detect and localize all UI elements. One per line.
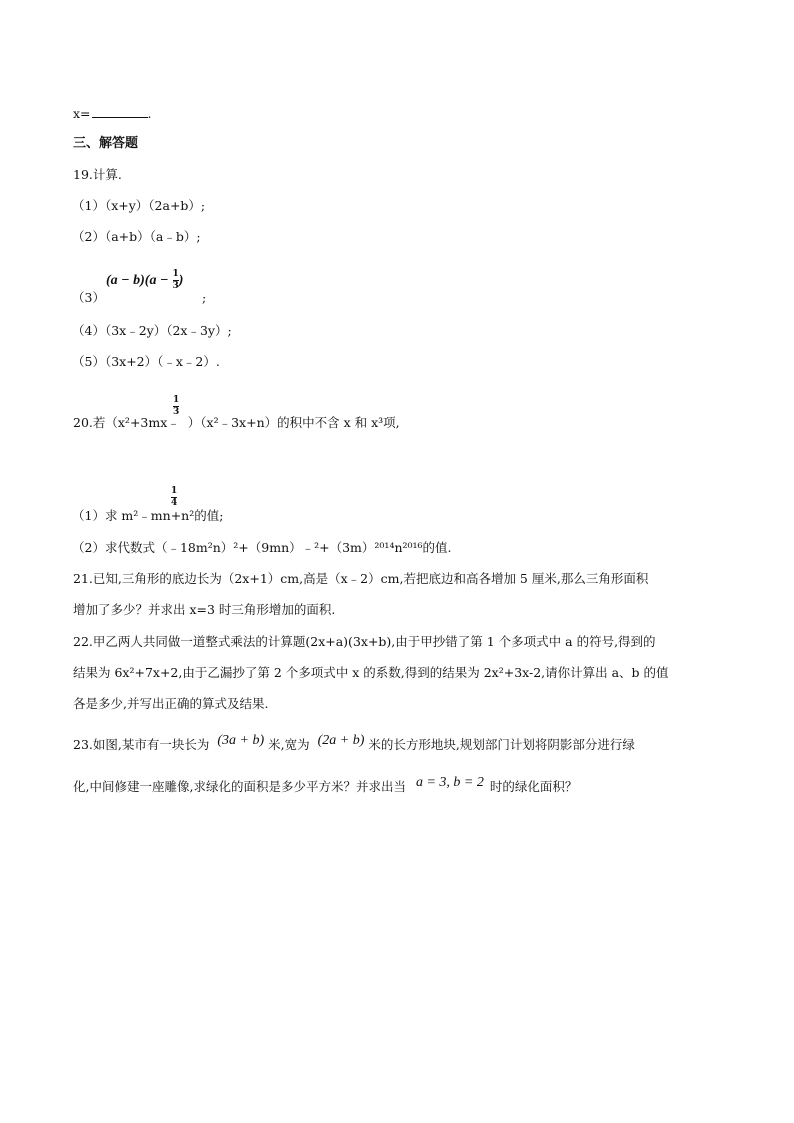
q19-part-3-label: （3） (72, 290, 105, 305)
q19-part-3-formula (106, 270, 183, 291)
q21-line-1: 21.已知,三角形的底边长为（2x+1）cm,高是（x﹣2）cm,若把底边和高各增加 5 厘米,那么三角形面积 (73, 571, 649, 586)
answer-blank (92, 105, 148, 118)
formula-close: ) (178, 273, 184, 288)
q22-line-2: 结果为 6x²+7x+2,由于乙漏抄了第 2 个多项式中 x 的系数,得到的结果为 2x²+3x-2,请你计算出 a、b 的值 (73, 665, 669, 680)
formula-text: (a − b)(a − (106, 273, 169, 288)
q20-stem-a: 20.若（x²+3mx﹣ (73, 415, 180, 430)
q20-part-1-a: （1）求 m²﹣mn+ (72, 508, 182, 523)
q19-part-1: （1）（x+y）（2a+b）; (72, 198, 206, 213)
q23-line-1-b: 米,宽为 (268, 737, 310, 752)
frac-denominator: 4 (171, 498, 178, 508)
q19-stem: 19.计算. (73, 167, 122, 182)
q20-part-1-b: n²的值; (181, 508, 224, 523)
q23-line-2-a: 化,中间修建一座雕像,求绿化的面积是多少平方米？并求出当 (73, 779, 406, 794)
q18-answer-line (73, 105, 152, 123)
frac-denominator: 3 (172, 281, 179, 291)
condition-expression: a = 3, b = 2 (415, 775, 484, 790)
q19-part-3-semicolon: ; (202, 290, 207, 305)
q18-suffix: . (147, 106, 152, 121)
q23-line-2-b: 时的绿化面积？ (489, 779, 578, 794)
q22-line-1: 22.甲乙两人共同做一道整式乘法的计算题(2x+a)(3x+b),由于甲抄错了第 1 个多项式中 a 的符号,得到的 (73, 634, 656, 649)
q23-line-1 (73, 733, 635, 755)
q20-fraction-one-fourth (171, 487, 177, 508)
frac-numerator: 1 (171, 486, 178, 496)
frac-denominator: 3 (173, 407, 180, 417)
q19-part-2: （2）（a+b）（a﹣b）; (72, 229, 201, 244)
q19-part-4: （4）（3x﹣2y）（2x﹣3y）; (72, 323, 232, 338)
section-heading: 三、解答题 (73, 136, 139, 151)
q22-line-3: 各是多少,并写出正确的算式及结果. (73, 696, 269, 711)
q20-stem-b: ）（x²﹣3x+n）的积中不含 x 和 x³项, (187, 415, 400, 430)
q23-line-1-a: 23.如图,某市有一块长为 (73, 737, 210, 752)
q20-part-1 (72, 507, 223, 525)
frac-numerator: 1 (172, 269, 179, 279)
width-expression: (2a + b) (317, 733, 365, 748)
q23-line-1-c: 米的长方形地块,规划部门计划将阴影部分进行绿 (368, 737, 635, 752)
q20-stem (73, 414, 400, 432)
q23-line-2 (73, 775, 578, 797)
q21-line-2: 增加了多少？并求出 x=3 时三角形增加的面积. (73, 602, 336, 617)
frac-numerator: 1 (173, 395, 180, 405)
q18-prefix: x= (73, 106, 91, 121)
q19-part-5: （5）（3x+2）（﹣x﹣2）. (72, 354, 220, 369)
q20-part-2: （2）求代数式（﹣18m²n）²+（9mn）﹣²+（3m）²⁰¹⁴n²⁰¹⁶的值. (72, 540, 452, 555)
length-expression: (3a + b) (217, 733, 265, 748)
